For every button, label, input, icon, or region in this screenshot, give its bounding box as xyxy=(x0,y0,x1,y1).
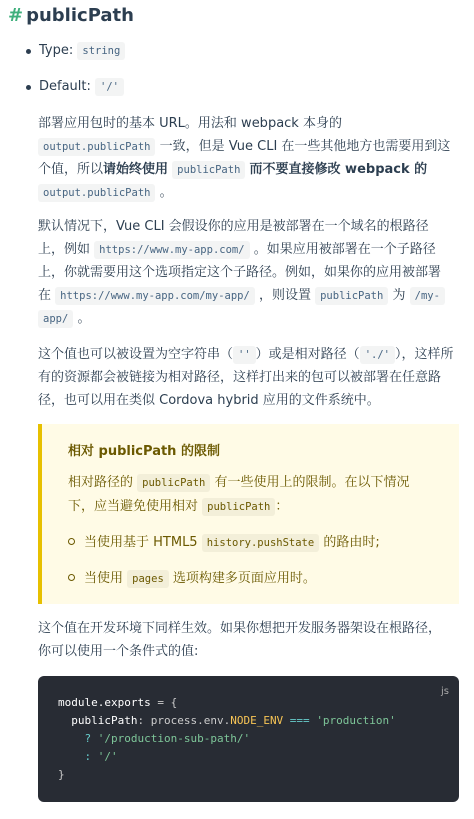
bold-text: 而不要直接修改 webpack 的 xyxy=(249,162,428,177)
paragraph-intro xyxy=(38,112,458,204)
code-token: = { xyxy=(150,696,178,709)
inline-code: publicPath xyxy=(137,474,210,492)
paragraph-dev-env xyxy=(38,617,458,663)
bold-text: 请始终使用 xyxy=(103,162,169,177)
text: 上，你就需要用这个选项指定这个子路径。例如，如果你的应用被部署 xyxy=(38,265,442,280)
text: 在 xyxy=(38,288,52,303)
code-token: } xyxy=(58,768,65,781)
heading-title: publicPath xyxy=(26,5,134,26)
text: 个值，所以 xyxy=(38,162,104,177)
inline-code: app/ xyxy=(38,310,73,328)
inline-code: '' xyxy=(233,346,256,364)
text: 选项构建多页面应用时。 xyxy=(172,571,316,586)
text: 有的资源都会被链接为相对路径，这样打出来的包可以被部署在任意路 xyxy=(38,370,442,385)
list-bullet-icon xyxy=(68,574,75,581)
inline-code: publicPath xyxy=(315,287,388,305)
heading-anchor-link[interactable]: # xyxy=(8,5,24,26)
inline-code: https://www.my-app.com/ xyxy=(94,241,249,259)
inline-code: output.publicPath xyxy=(38,138,155,156)
code-token: '/production-sub-path/' xyxy=(97,732,251,745)
text: 默认情况下，Vue CLI 会假设你的应用是被部署在一个域名的根路径 xyxy=(38,219,429,234)
text: 这个值也可以被设置为空字符串（ xyxy=(38,347,234,362)
text: ）或是相对路径（ xyxy=(255,347,360,362)
inline-code: history.pushState xyxy=(202,534,319,552)
inline-code: './' xyxy=(360,346,395,364)
tip-list-item xyxy=(84,567,316,586)
default-item xyxy=(26,77,124,97)
section-heading xyxy=(8,4,134,28)
text: 这个值在开发环境下同样生效。如果你想把开发服务器架设在根路径， xyxy=(38,621,442,636)
text: 一致，但是 Vue CLI 在一些其他地方也需要用到这 xyxy=(159,139,451,154)
code-token: : xyxy=(58,750,98,763)
text: 。 xyxy=(77,311,91,326)
code-block xyxy=(38,676,459,802)
inline-code: https://www.my-app.com/my-app/ xyxy=(55,287,255,305)
code-content xyxy=(58,694,396,784)
inline-code: publicPath xyxy=(202,498,275,516)
text: 上，例如 xyxy=(38,242,91,257)
inline-code: pages xyxy=(127,570,169,588)
tip-line xyxy=(68,495,288,514)
text: 的路由时; xyxy=(323,535,380,550)
text: 径，也可以用在类似 Cordova hybrid 应用的文件系统中。 xyxy=(38,393,380,408)
code-token: publicPath xyxy=(58,714,138,727)
text: 有一些使用上的限制。在以下情况 xyxy=(214,475,410,490)
text: 相对路径的 xyxy=(68,475,134,490)
code-token: '/' xyxy=(97,750,118,763)
text: ，则设置 xyxy=(258,288,311,303)
text: 你可以使用一个条件式的值: xyxy=(38,644,199,659)
code-token: : process.env. xyxy=(137,714,231,727)
text: ），这样所 xyxy=(394,347,454,362)
text: 。如果应用被部署在一个子路径 xyxy=(253,242,436,257)
text: 部署应用包时的基本 URL。用法和 webpack 本身的 xyxy=(38,116,342,131)
inline-code: /my- xyxy=(410,287,445,305)
list-bullet-icon xyxy=(68,538,75,545)
tip-list-item xyxy=(84,531,380,550)
text: 当使用基于 HTML5 xyxy=(84,535,198,550)
inline-code: output.publicPath xyxy=(38,184,155,202)
type-value: string xyxy=(77,42,125,60)
default-value: '/' xyxy=(95,78,124,96)
paragraph-default-path xyxy=(38,215,458,330)
default-label: Default: xyxy=(39,79,91,94)
text: 为 xyxy=(392,288,406,303)
tip-line xyxy=(68,471,410,490)
text: 。 xyxy=(159,185,173,200)
code-language-label: js xyxy=(441,686,449,697)
type-label: Type: xyxy=(39,43,74,58)
code-token: NODE_ENV xyxy=(230,714,284,727)
warning-tip-box xyxy=(38,424,459,604)
paragraph-relative-path xyxy=(38,343,458,412)
text: 当使用 xyxy=(84,571,124,586)
inline-code: publicPath xyxy=(172,161,245,179)
code-token: === xyxy=(283,714,317,727)
tip-title: 相对 publicPath 的限制 xyxy=(68,444,220,459)
code-token: module.exports xyxy=(58,696,151,709)
code-token: 'production' xyxy=(316,714,396,727)
text: ： xyxy=(275,499,289,514)
code-token: ? xyxy=(58,732,98,745)
type-item xyxy=(26,41,125,61)
text: 下，应当避免使用相对 xyxy=(68,499,199,514)
